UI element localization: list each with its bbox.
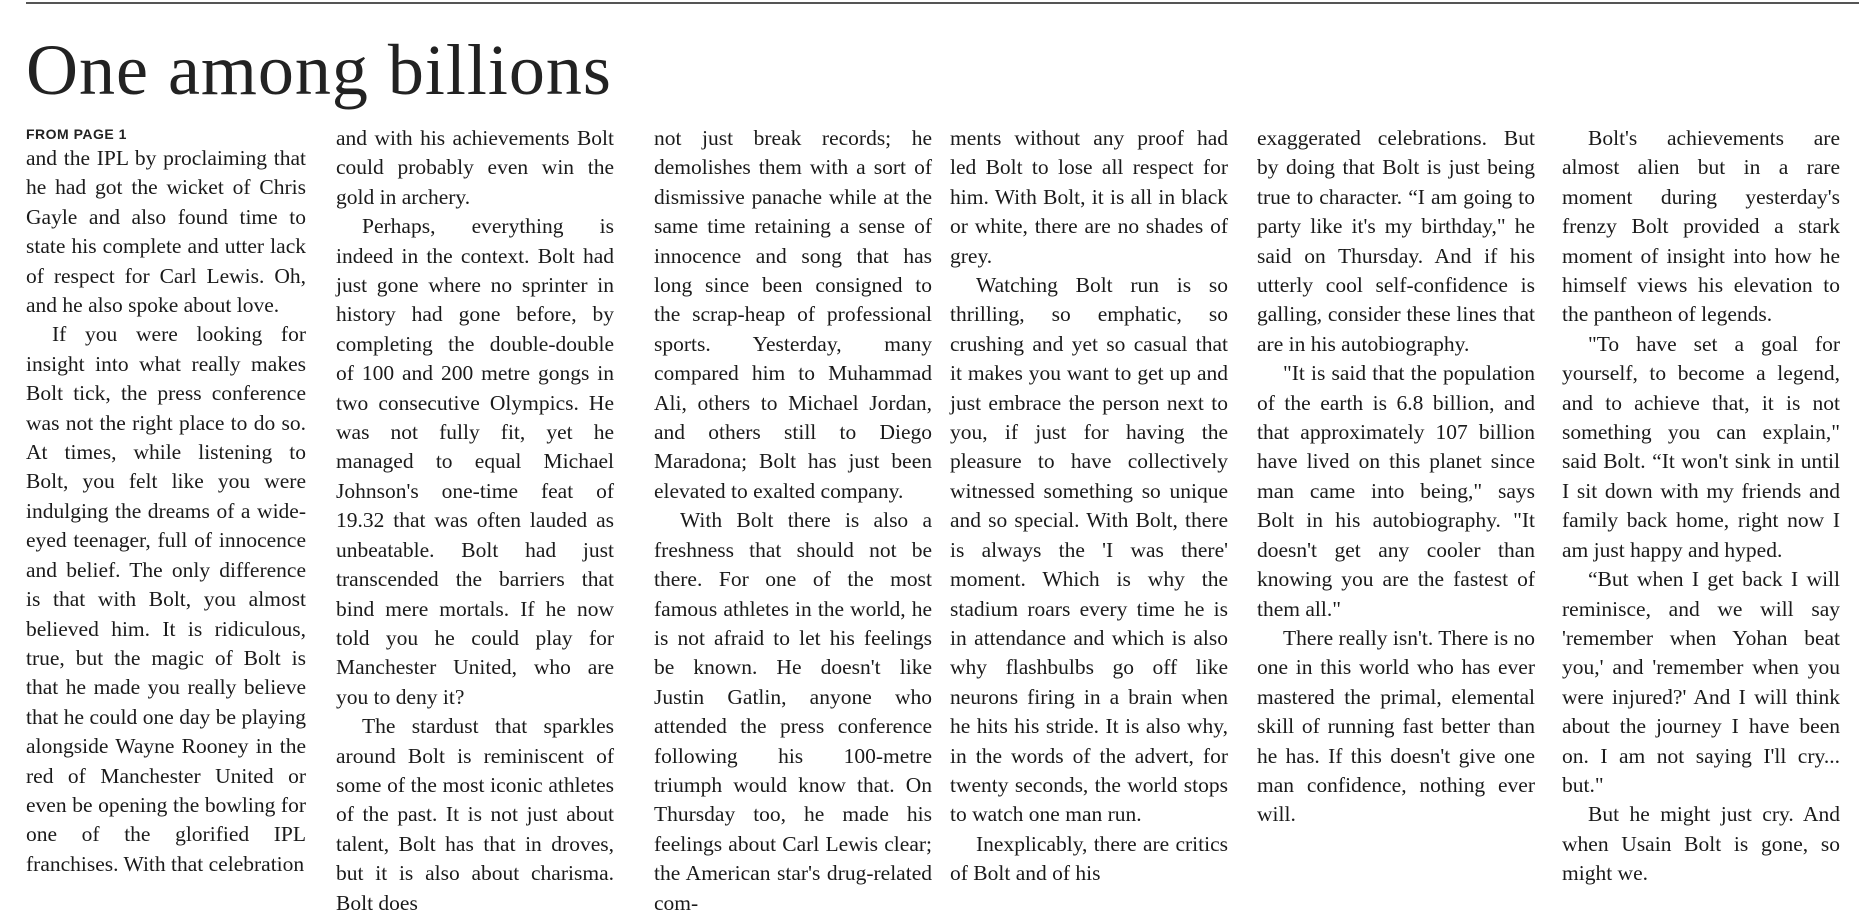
paragraph: "To have set a goal for yourself, to become a legend, and to achieve that, it is not something you can explain," said Bolt. “It won't sink in until I sit down with my friends and family back home, right now I am just happy and hyped. <box>1562 331 1840 562</box>
column-3 <box>654 124 932 918</box>
paragraph: Inexplicably, there are critics of Bolt and of his <box>950 831 1228 886</box>
paragraph: But he might just cry. And when Usain Bolt is gone, so might we. <box>1562 802 1840 886</box>
paragraph: “But when I get back I will reminisce, and we will say 'remember when Yohan beat you,' and 'remember when you were injured?' And I will think about the journey I have been on. I am not saying I'll cry... but." <box>1562 567 1840 797</box>
paragraph: "It is said that the population of the earth is 6.8 billion, and that approximately 107 billion have lived on this planet since man came into being," says Bolt in his autobiography. "It doesn't get any cooler than knowing you are the fastest of them all." <box>1257 361 1535 621</box>
paragraph: Watching Bolt run is so thrilling, so emphatic, so crushing and yet so casual that it makes you want to get up and just embrace the person next to you, if just for having the pleasure to have collectively witnessed something so unique and so special. With Bolt, there is always the 'I was there' moment. Which is why the stadium roars every time he is in attendance and which is also why flashbulbs go off like neurons firing in a brain when he hits his stride. It is also why, in the words of the advert, for twenty seconds, the world stops to watch one man run. <box>950 273 1228 827</box>
top-rule <box>26 2 1859 4</box>
paragraph: and with his achievements Bolt could probably even win the gold in archery. <box>336 126 614 209</box>
paragraph: ments without any proof had led Bolt to lose all respect for him. With Bolt, it is all in black or white, there are no shades of grey. <box>950 126 1228 268</box>
paragraph: Perhaps, everything is indeed in the context. Bolt had just gone where no sprinter in history had gone before, by completing the double-double of 100 and 200 metre gongs in two consecutive Olympics. He was not fully fit, yet he managed to equal Michael Johnson's one-time feat of 19.32 that was often lauded as unbeatable. Bolt had just transcended the barriers that bind mere mortals. If he now told you he could play for Manchester United, who are you to deny it? <box>336 214 614 709</box>
column-6 <box>1562 124 1840 889</box>
paragraph: exaggerated celebrations. But by doing that Bolt is just being true to character. “I am going to party like it's my birthday," he said on Thursday. And if his utterly cool self-confidence is galling, consider these lines that are in his autobiography. <box>1257 126 1535 356</box>
kicker-label: FROM PAGE 1 <box>26 126 127 142</box>
paragraph: With Bolt there is also a freshness that should not be there. For one of the most famous athletes in the world, he is not afraid to let his feelings be known. He doesn't like Justin Gatlin, anyone who attended the press conference following his 100-metre triumph would know that. On Thursday too, he made his feelings about Carl Lewis clear; the American star's drug-related com- <box>654 508 932 915</box>
column-5 <box>1257 124 1535 830</box>
column-2 <box>336 124 614 918</box>
paragraph: and the IPL by proclaiming that he had got the wicket of Chris Gayle and also found time to state his complete and utter lack of respect for Carl Lewis. Oh, and he also spoke about love. <box>26 146 306 318</box>
column-4 <box>950 124 1228 889</box>
column-1 <box>26 124 306 879</box>
headline: One among billions <box>26 30 612 110</box>
paragraph: The stardust that sparkles around Bolt is reminiscent of some of the most iconic athletes of the past. It is not just about talent, Bolt has that in droves, but it is also about charisma. Bolt does <box>336 714 614 915</box>
paragraph: not just break records; he demolishes them with a sort of dismissive panache while at the same time retaining a sense of innocence and song that has long since been consigned to the scrap-heap of professional sports. Yesterday, many compared him to Muhammad Ali, others to Michael Jordan, and others still to Diego Maradona; Bolt has just been elevated to exalted company. <box>654 126 932 503</box>
paragraph: Bolt's achievements are almost alien but in a rare moment during yesterday's frenzy Bolt provided a stark moment of insight into how he himself views his elevation to the pantheon of legends. <box>1562 126 1840 327</box>
paragraph: There really isn't. There is no one in this world who has ever mastered the primal, elemental skill of running fast better than he has. If this doesn't give one man confidence, nothing ever will. <box>1257 625 1535 827</box>
paragraph: If you were looking for insight into what really makes Bolt tick, the press conference was not the right place to do so. At times, while listening to Bolt, you felt like you were indulging the dreams of a wide-eyed teenager, full of innocence and belief. The only difference is that with Bolt, you almost believed him. It is ridiculous, true, but the magic of Bolt is that he made you really believe that he could one day be playing alongside Wayne Rooney in the red of Manchester United or even be opening the bowling for one of the glorified IPL franchises. With that celebration <box>26 322 306 876</box>
